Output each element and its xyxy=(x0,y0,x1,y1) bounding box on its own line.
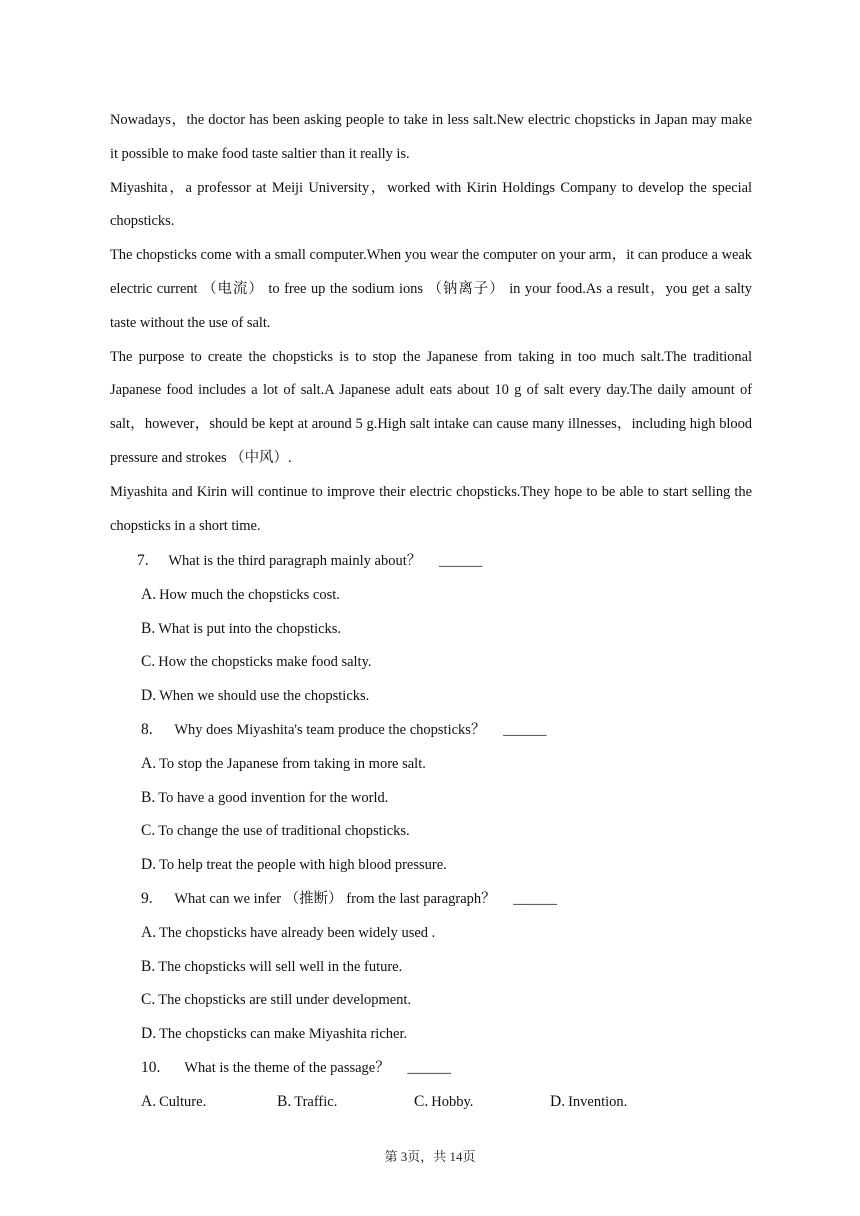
option-c[interactable] xyxy=(137,814,757,848)
option-letter: C. xyxy=(414,1092,429,1110)
option-letter: B. xyxy=(141,619,156,637)
option-d[interactable] xyxy=(137,679,757,713)
option-letter: B. xyxy=(141,788,156,806)
option-text: When we should use the chopsticks. xyxy=(159,688,370,705)
option-text: How the chopsticks make food salty. xyxy=(158,654,372,671)
option-text: Invention. xyxy=(568,1093,628,1110)
passage-paragraph: Miyashita，a professor at Meiji University，worked with Kirin Holdings Company to develop the special chopsticks. xyxy=(110,179,752,230)
question-stem xyxy=(137,882,757,916)
option-letter: A. xyxy=(141,923,157,941)
option-text: Culture. xyxy=(159,1093,207,1110)
option-text: The chopsticks have already been widely used . xyxy=(159,924,436,941)
reading-passage xyxy=(110,104,752,543)
question-number: 8. xyxy=(141,720,153,738)
answer-blank[interactable]: ______ xyxy=(503,721,547,738)
option-d[interactable] xyxy=(137,1017,757,1051)
question-7 xyxy=(137,544,757,713)
option-b[interactable] xyxy=(137,950,757,984)
option-text: To have a good invention for the world. xyxy=(158,789,389,806)
answer-blank[interactable]: ______ xyxy=(438,553,483,569)
passage-paragraph: The chopsticks come with a small computer.When you wear the computer on your arm，it can produce a weak electric current （电流） to free up the sodium ions （钠离子） in your food.As a result，you get a salty taste without the use of salt. xyxy=(110,247,752,331)
option-letter: B. xyxy=(141,957,156,975)
passage-paragraph: The purpose to create the chopsticks is to stop the Japanese from taking in too much salt.The traditional Japanese food includes a lot of salt.A Japanese adult eats about 10 g of salt every day.The daily amount of salt，however，should be kept at around 5 g.High salt intake can cause many illnesses，including high blood pressure and strokes （中风）. xyxy=(110,348,752,466)
option-a[interactable] xyxy=(141,1085,206,1120)
option-letter: C. xyxy=(141,822,156,840)
option-row xyxy=(137,1085,757,1119)
option-text: The chopsticks can make Miyashita richer. xyxy=(159,1026,408,1043)
answer-blank[interactable]: ______ xyxy=(513,890,557,907)
option-text: To stop the Japanese from taking in more salt. xyxy=(159,755,426,772)
option-c[interactable] xyxy=(414,1085,473,1120)
option-b[interactable] xyxy=(277,1085,337,1120)
question-stem xyxy=(137,544,757,578)
option-text: Hobby. xyxy=(431,1093,474,1110)
question-text: Why does Miyashita's team produce the chopsticks？ xyxy=(174,721,486,738)
question-text: What is the third paragraph mainly about？ xyxy=(168,553,422,569)
question-number: 9. xyxy=(141,889,153,907)
option-letter: D. xyxy=(141,1025,157,1043)
question-list xyxy=(137,544,757,1119)
option-letter: A. xyxy=(141,754,157,772)
option-letter: D. xyxy=(141,856,157,874)
option-d[interactable] xyxy=(137,848,757,882)
option-c[interactable] xyxy=(137,645,757,679)
option-text: To help treat the people with high blood pressure. xyxy=(159,857,447,874)
question-text: What can we infer （推断） from the last paragraph？ xyxy=(174,890,496,907)
option-letter: A. xyxy=(141,585,157,603)
option-text: The chopsticks are still under development. xyxy=(158,992,412,1009)
option-letter: D. xyxy=(550,1092,566,1110)
option-letter: C. xyxy=(141,991,156,1009)
option-letter: B. xyxy=(277,1092,292,1110)
option-a[interactable] xyxy=(137,578,757,612)
page-number-footer: 第 3页，共 14页 xyxy=(384,1149,476,1164)
answer-blank[interactable]: ______ xyxy=(407,1059,451,1076)
option-text: Traffic. xyxy=(294,1093,338,1110)
passage-paragraph: Miyashita and Kirin will continue to improve their electric chopsticks.They hope to be able to start selling the chopsticks in a short time. xyxy=(110,483,752,534)
option-a[interactable] xyxy=(137,747,757,781)
question-9 xyxy=(137,882,757,1051)
question-number: 10. xyxy=(141,1058,161,1076)
question-text: What is the theme of the passage？ xyxy=(184,1059,390,1076)
option-c[interactable] xyxy=(137,983,757,1017)
option-b[interactable] xyxy=(137,781,757,815)
option-text: To change the use of traditional chopsticks. xyxy=(158,823,410,840)
option-b[interactable] xyxy=(137,612,757,646)
question-8 xyxy=(137,713,757,882)
question-10 xyxy=(137,1051,757,1119)
option-a[interactable] xyxy=(137,916,757,950)
option-letter: A. xyxy=(141,1092,157,1110)
option-letter: D. xyxy=(141,687,157,705)
question-number: 7. xyxy=(137,552,149,569)
option-text: What is put into the chopsticks. xyxy=(158,620,342,637)
option-d[interactable] xyxy=(550,1085,627,1120)
passage-paragraph: Nowadays，the doctor has been asking people to take in less salt.New electric chopsticks in Japan may make it possible to make food taste saltier than it really is. xyxy=(110,112,752,162)
option-letter: C. xyxy=(141,653,156,671)
question-stem xyxy=(137,1051,757,1085)
question-stem xyxy=(137,713,757,747)
option-text: How much the chopsticks cost. xyxy=(159,586,340,603)
option-text: The chopsticks will sell well in the future. xyxy=(158,958,403,975)
